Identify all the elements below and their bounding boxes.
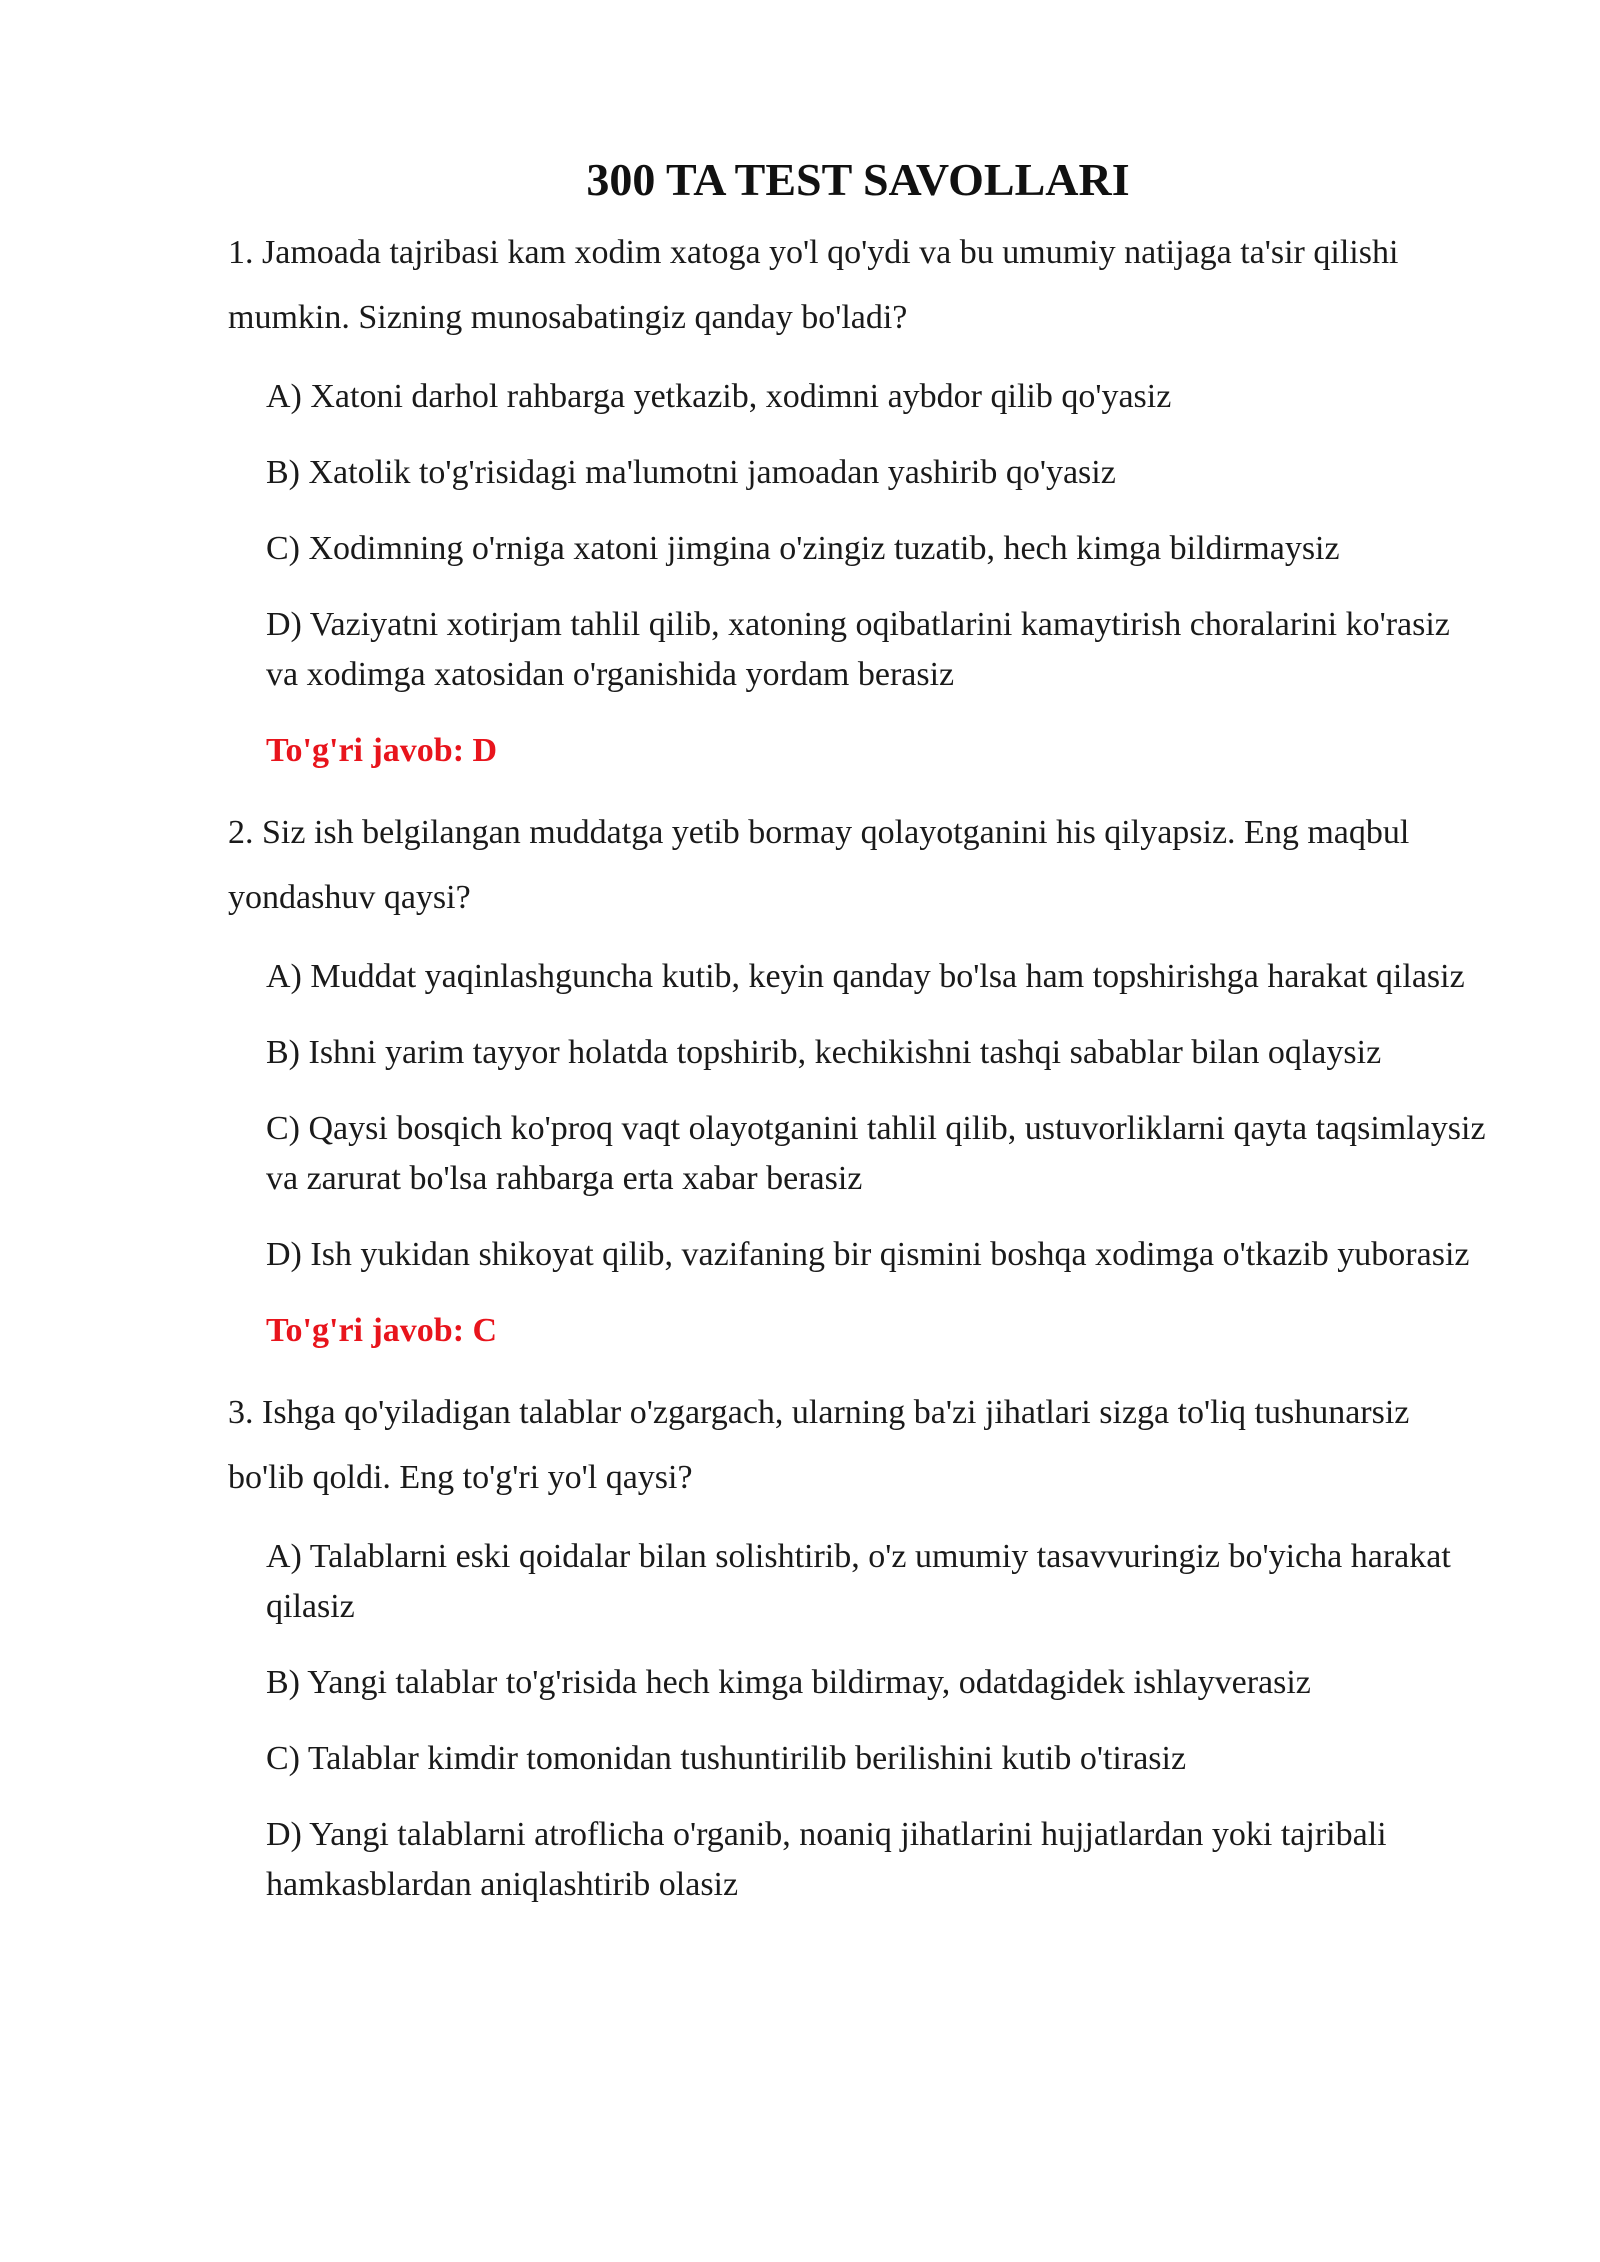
option-list [228, 1532, 1490, 1910]
option-list [228, 372, 1490, 700]
question-text: 2. Siz ish belgilangan muddatga yetib bormay qolayotganini his qilyapsiz. Eng maqbul yondashuv qaysi? [228, 814, 1410, 916]
page-title: 300 TA TEST SAVOLLARI [586, 154, 1130, 205]
option-c: C) Xodimning o'rniga xatoni jimgina o'zingiz tuzatib, hech kimga bildirmaysiz [266, 530, 1340, 567]
option-a: A) Muddat yaqinlashguncha kutib, keyin qanday bo'lsa ham topshirishga harakat qilasiz [266, 958, 1465, 995]
option-a: A) Xatoni darhol rahbarga yetkazib, xodimni aybdor qilib qo'yasiz [266, 378, 1172, 415]
option-b: B) Xatolik to'g'risidagi ma'lumotni jamoadan yashirib qo'yasiz [266, 454, 1116, 491]
option-d: D) Ish yukidan shikoyat qilib, vazifaning bir qismini boshqa xodimga o'tkazib yuborasiz [266, 1236, 1470, 1273]
correct-answer: To'g'ri javob: C [266, 1312, 498, 1349]
option-c: C) Qaysi bosqich ko'proq vaqt olayotganini tahlil qilib, ustuvorliklarni qayta taqsimlaysiz va zarurat bo'lsa rahbarga erta xabar berasiz [266, 1110, 1486, 1197]
question-3 [228, 1380, 1490, 1910]
option-a: A) Talablarni eski qoidalar bilan solishtirib, o'z umumiy tasavvuringiz bo'yicha harakat qilasiz [266, 1538, 1451, 1625]
option-b: B) Yangi talablar to'g'risida hech kimga bildirmay, odatdagidek ishlayverasiz [266, 1664, 1311, 1701]
option-c: C) Talablar kimdir tomonidan tushuntirilib berilishini kutib o'tirasiz [266, 1740, 1187, 1777]
question-2 [228, 800, 1490, 1356]
correct-answer: To'g'ri javob: D [266, 732, 498, 769]
option-b: B) Ishni yarim tayyor holatda topshirib, kechikishni tashqi sabablar bilan oqlaysiz [266, 1034, 1382, 1071]
question-text: 1. Jamoada tajribasi kam xodim xatoga yo'l qo'ydi va bu umumiy natijaga ta'sir qilishi mumkin. Sizning munosabatingiz qanday bo'ladi? [228, 234, 1399, 336]
question-text: 3. Ishga qo'yiladigan talablar o'zgargach, ularning ba'zi jihatlari sizga to'liq tushunarsiz bo'lib qoldi. Eng to'g'ri yo'l qaysi? [228, 1394, 1410, 1496]
option-d: D) Vaziyatni xotirjam tahlil qilib, xatoning oqibatlarini kamaytirish choralarini ko'rasiz va xodimga xatosidan o'rganishida yordam berasiz [266, 606, 1450, 693]
option-list [228, 952, 1490, 1280]
option-d: D) Yangi talablarni atroflicha o'rganib, noaniq jihatlarini hujjatlardan yoki tajribali hamkasblardan aniqlashtirib olasiz [266, 1816, 1387, 1903]
question-1 [228, 220, 1490, 776]
